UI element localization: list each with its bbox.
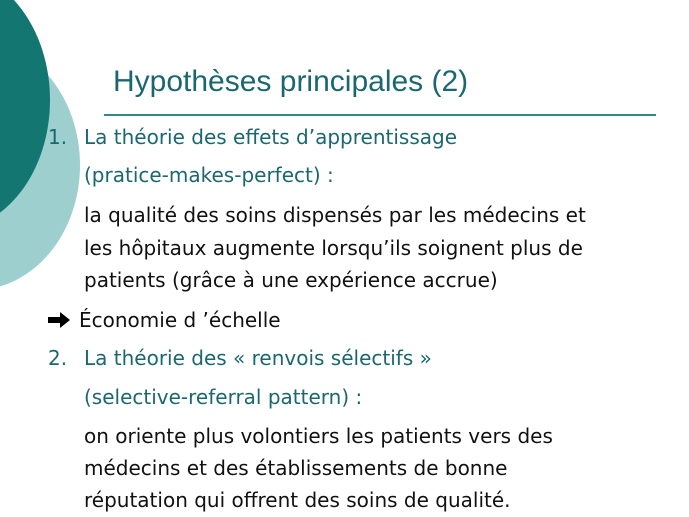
item-body-2-line-3: réputation qui offrent des soins de qualité.	[84, 488, 511, 512]
slide-title: Hypothèses principales (2)	[113, 65, 469, 98]
item-number-1: 1.	[48, 125, 68, 149]
item-number-2: 2.	[48, 346, 68, 370]
item-body-1-line-3: patients (grâce à une expérience accrue)	[84, 268, 498, 292]
item-heading-1: La théorie des effets d’apprentissage	[84, 125, 457, 149]
item-body-1-line-2: les hôpitaux augmente lorsqu’ils soignent plus de	[84, 236, 583, 260]
item-subheading-2: (selective-referral pattern) :	[84, 385, 363, 409]
item-subheading-1: (pratice-makes-perfect) :	[84, 163, 334, 187]
conclusion-text: Économie d ’échelle	[79, 308, 281, 332]
right-arrow-icon	[48, 306, 70, 334]
item-body-2-line-1: on oriente plus volontiers les patients vers des	[84, 424, 553, 448]
title-underline	[104, 114, 656, 116]
item-body-2-line-2: médecins et des établissements de bonne	[84, 456, 508, 480]
item-heading-2: La théorie des « renvois sélectifs »	[84, 346, 432, 370]
item-body-1-line-1: la qualité des soins dispensés par les médecins et	[84, 203, 586, 227]
